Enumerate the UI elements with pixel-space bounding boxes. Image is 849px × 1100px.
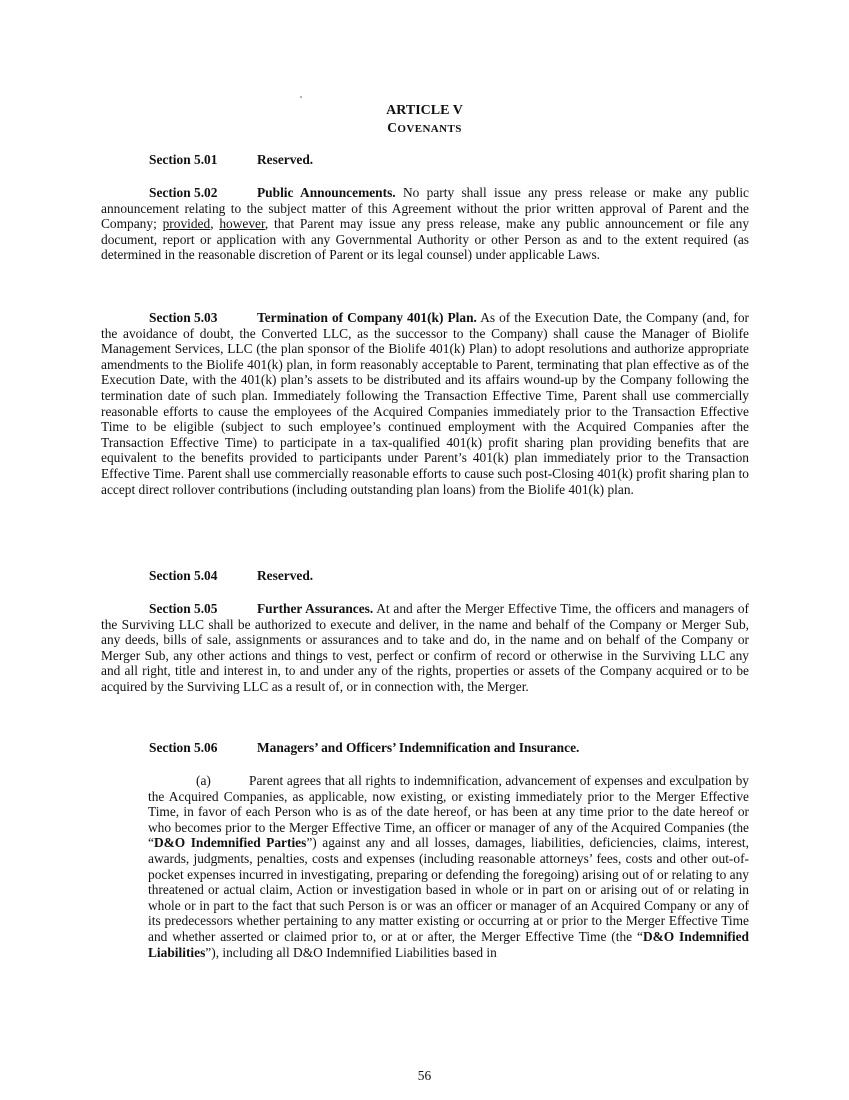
article-title-initial: C <box>387 120 398 135</box>
article-title <box>0 120 849 138</box>
section-5-04 <box>101 568 749 584</box>
section-number: Section 5.05 <box>149 601 218 616</box>
section-body: At and after the Merger Effective Time, the officers and managers of the Surviving LLC shall be authorized to execute and deliver, in the name and behalf of the Company or Merger Sub, any deeds, bills of sale, assignments or assurances and to take and do, in the name and on behalf of the Company or Merger Sub, any other actions and things to vest, perfect or confirm of record or otherwise in the Surviving LLC any and all right, title and interest in, to and under any of the rights, properties or assets of the Company acquired or to be acquired by the Surviving LLC as a result of, or in connection with, the Merger. <box>101 601 749 694</box>
defined-term: D&O Indemnified Liabilities <box>148 928 749 960</box>
section-5-03 <box>101 310 749 497</box>
section-number: Section 5.06 <box>149 740 218 755</box>
section-title: Public Announcements. <box>257 185 396 200</box>
article-heading: ARTICLE V <box>386 103 463 118</box>
section-body: No party shall issue any press release or make any public announcement relating to the subject matter of this Agreement without the prior written approval of Parent and the Company; <box>101 185 750 232</box>
section-5-06 <box>101 740 749 756</box>
section-title: Reserved. <box>257 152 314 167</box>
section-title: Further Assurances. <box>257 601 374 616</box>
section-number: Section 5.03 <box>149 310 218 325</box>
section-number: Section 5.04 <box>149 568 218 583</box>
term-however: however <box>219 216 265 232</box>
clause-body-end: ”), including all D&O Indemnified Liabilities based in <box>205 944 497 960</box>
section-5-06-a <box>148 773 749 960</box>
section-body-cont: , that Parent may issue any press release, make any public announcement or file any document, report or application with any Governmental Authority or other Person as and to the extent required (as determined in the reasonable discretion of Parent or its legal counsel) under applicable Laws. <box>101 216 750 263</box>
section-number: Section 5.01 <box>149 152 218 167</box>
clause-body: Parent agrees that all rights to indemnification, advancement of expenses and exculpation by the Acquired Companies, as applicable, now existing, or existing immediately prior to the Merger Effective Time, in favor of each Person who is as of the date hereof, or has been at any time prior to the date hereof or who becomes prior to the Merger Effective Time, an officer or manager of any of the Acquired Companies (the “ <box>148 773 749 851</box>
comma: , <box>210 216 220 232</box>
defined-term: D&O Indemnified Parties <box>153 835 307 851</box>
page-number: 56 <box>417 1068 432 1083</box>
section-title: Managers’ and Officers’ Indemnification and Insurance. <box>257 740 580 755</box>
section-5-02 <box>101 185 749 263</box>
scan-speck <box>300 96 302 98</box>
clause-label: (a) <box>196 773 211 788</box>
section-body: As of the Execution Date, the Company (and, for the avoidance of doubt, the Converted LLC, as the successor to the Company) shall cause the Manager of Biolife Management Services, LLC (the plan sponsor of the Biolife 401(k) Plan) to adopt resolutions and authorize appropriate amendments to the Biolife 401(k) plan, in form reasonably acceptable to Parent, terminating that plan effective as of the Execution Date, with the 401(k) plan’s assets to be distributed and its affairs wound-up by the Company following the termination date of such plan. Immediately following the Transaction Effective Time, Parent shall use commercially reasonable efforts to cause the employees of the Acquired Companies immediately prior to the Transaction Effective Time to be eligible (subject to such employee’s continued employment with the Acquired Companies after the Transaction Effective Time) to participate in a tax-qualified 401(k) profit sharing plan providing benefits that are equivalent to the benefits provided to participants under Parent’s 401(k) plan immediately prior to the Transaction Effective Time. Parent shall use commercially reasonable efforts to cause such post-Closing 401(k) profit sharing plan to accept direct rollover contributions (including outstanding plan loans) from the Biolife 401(k) plan. <box>101 310 749 497</box>
section-title: Reserved. <box>257 568 314 583</box>
clause-body-cont: ”) against any and all losses, damages, liabilities, deficiencies, claims, interest, awards, judgments, penalties, costs and expenses (including reasonable attorneys’ fees, costs and other out-of-pocket expenses incurred in investigating, preparing or defending the foregoing) arising out of or relating to any threatened or actual claim, Action or investigation based in whole or in part on or arising out of or relating in whole or in part to the fact that such Person is or was an officer or manager of an Acquired Company or any of its predecessors whether pertaining to any matter existing or occurring at or prior to the Merger Effective Time and whether asserted or claimed prior to, or at or after, the Merger Effective Time (the “ <box>148 835 750 944</box>
section-number: Section 5.02 <box>149 185 218 200</box>
section-title: Termination of Company 401(k) Plan. <box>257 310 477 325</box>
section-5-01 <box>101 152 749 168</box>
section-5-05 <box>101 601 749 695</box>
term-provided: provided <box>162 216 211 232</box>
article-title-rest: OVENANTS <box>397 123 462 135</box>
